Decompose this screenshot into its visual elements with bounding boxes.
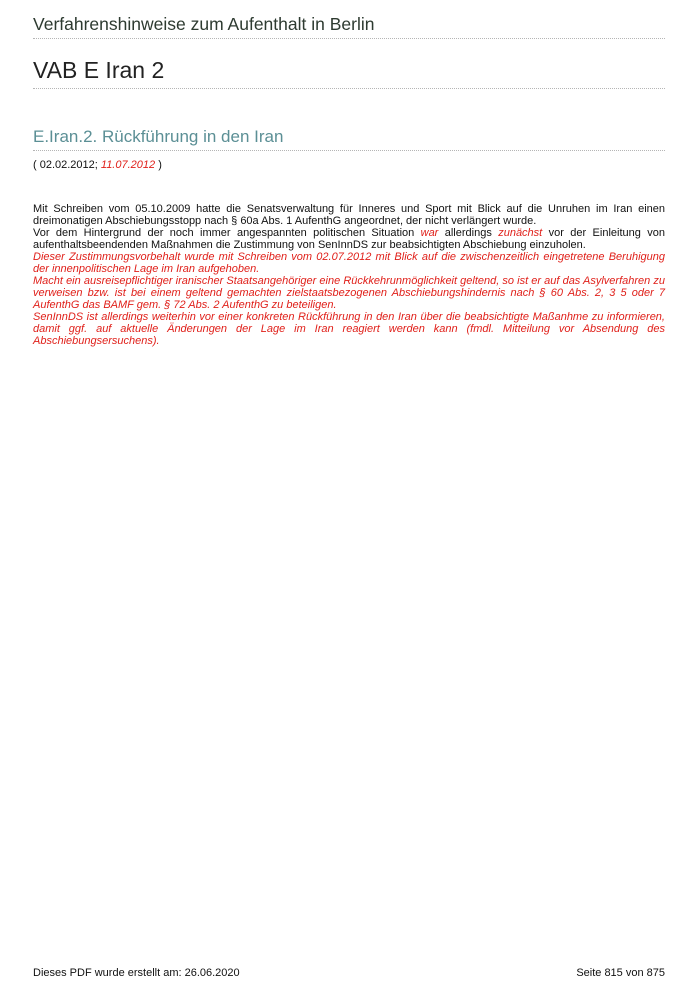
- paragraph-3: Dieser Zustimmungsvorbehalt wurde mit Schreiben vom 02.07.2012 mit Blick auf die zwischenzeitlich eingetretene Beruhigung der innenpolitischen Lage im Iran aufgehoben.: [33, 251, 665, 275]
- dates-close: ): [155, 159, 162, 171]
- document-page: [33, 0, 665, 347]
- paragraph-5: SenInnDS ist allerdings weiterhin vor einer konkreten Rückführung in den Iran über die beabsichtigte Maßanhme zu informieren, damit ggf. auf aktuelle Änderungen der Lage im Iran reagiert werden kann (fmdl. Mitteilung vor Absendung des Abschiebungsersuchens).: [33, 311, 665, 347]
- title-divider: [33, 88, 665, 89]
- dates-open: ( 02.02.2012;: [33, 159, 101, 171]
- section-divider: [33, 150, 665, 151]
- section-body: [33, 203, 665, 347]
- paragraph-2-zunaechst: zunächst: [498, 227, 543, 239]
- section-dates: [33, 158, 665, 172]
- section-heading: E.Iran.2. Rückführung in den Iran: [33, 127, 284, 146]
- paragraph-2-part-b: allerdings: [438, 227, 499, 239]
- header-divider: [33, 38, 665, 39]
- site-title: Verfahrenshinweise zum Aufenthalt in Berlin: [33, 14, 375, 34]
- footer-created-date: Dieses PDF wurde erstellt am: 26.06.2020: [33, 967, 240, 979]
- paragraph-2-part-a: Vor dem Hintergrund der noch immer angespannten politischen Situation: [33, 227, 421, 239]
- paragraph-1: Mit Schreiben vom 05.10.2009 hatte die Senatsverwaltung für Inneres und Sport mit Blick auf die Unruhen im Iran einen dreimonatigen Abschiebungsstopp nach § 60a Abs. 1 AufenthG angeordnet, der nicht verlängert wurde.: [33, 203, 665, 227]
- paragraph-2-part-c: vor der Einleitung von aufenthaltsbeendenden Maßnahmen die Zustimmung von SenInnDS zur beabsichtigten Abschiebung einzuholen.: [33, 227, 665, 251]
- footer-page-number: Seite 815 von 875: [576, 967, 665, 979]
- document-title: VAB E Iran 2: [33, 57, 165, 83]
- paragraph-4: Macht ein ausreisepflichtiger iranischer Staatsangehöriger eine Rückkehrunmöglichkeit geltend, so ist er auf das Asylverfahren zu verweisen bzw. ist bei einem geltend gemachten zielstaatsbezogenen Abschiebungshindernis nach § 60 Abs. 2, 3 5 oder 7 AufenthG das BAMF gem. § 72 Abs. 2 AufenthG zu beteiligen.: [33, 275, 665, 311]
- date-amended: 11.07.2012: [100, 159, 156, 171]
- paragraph-2: [33, 227, 665, 251]
- page-footer: [33, 966, 665, 980]
- paragraph-2-war: war: [420, 227, 439, 239]
